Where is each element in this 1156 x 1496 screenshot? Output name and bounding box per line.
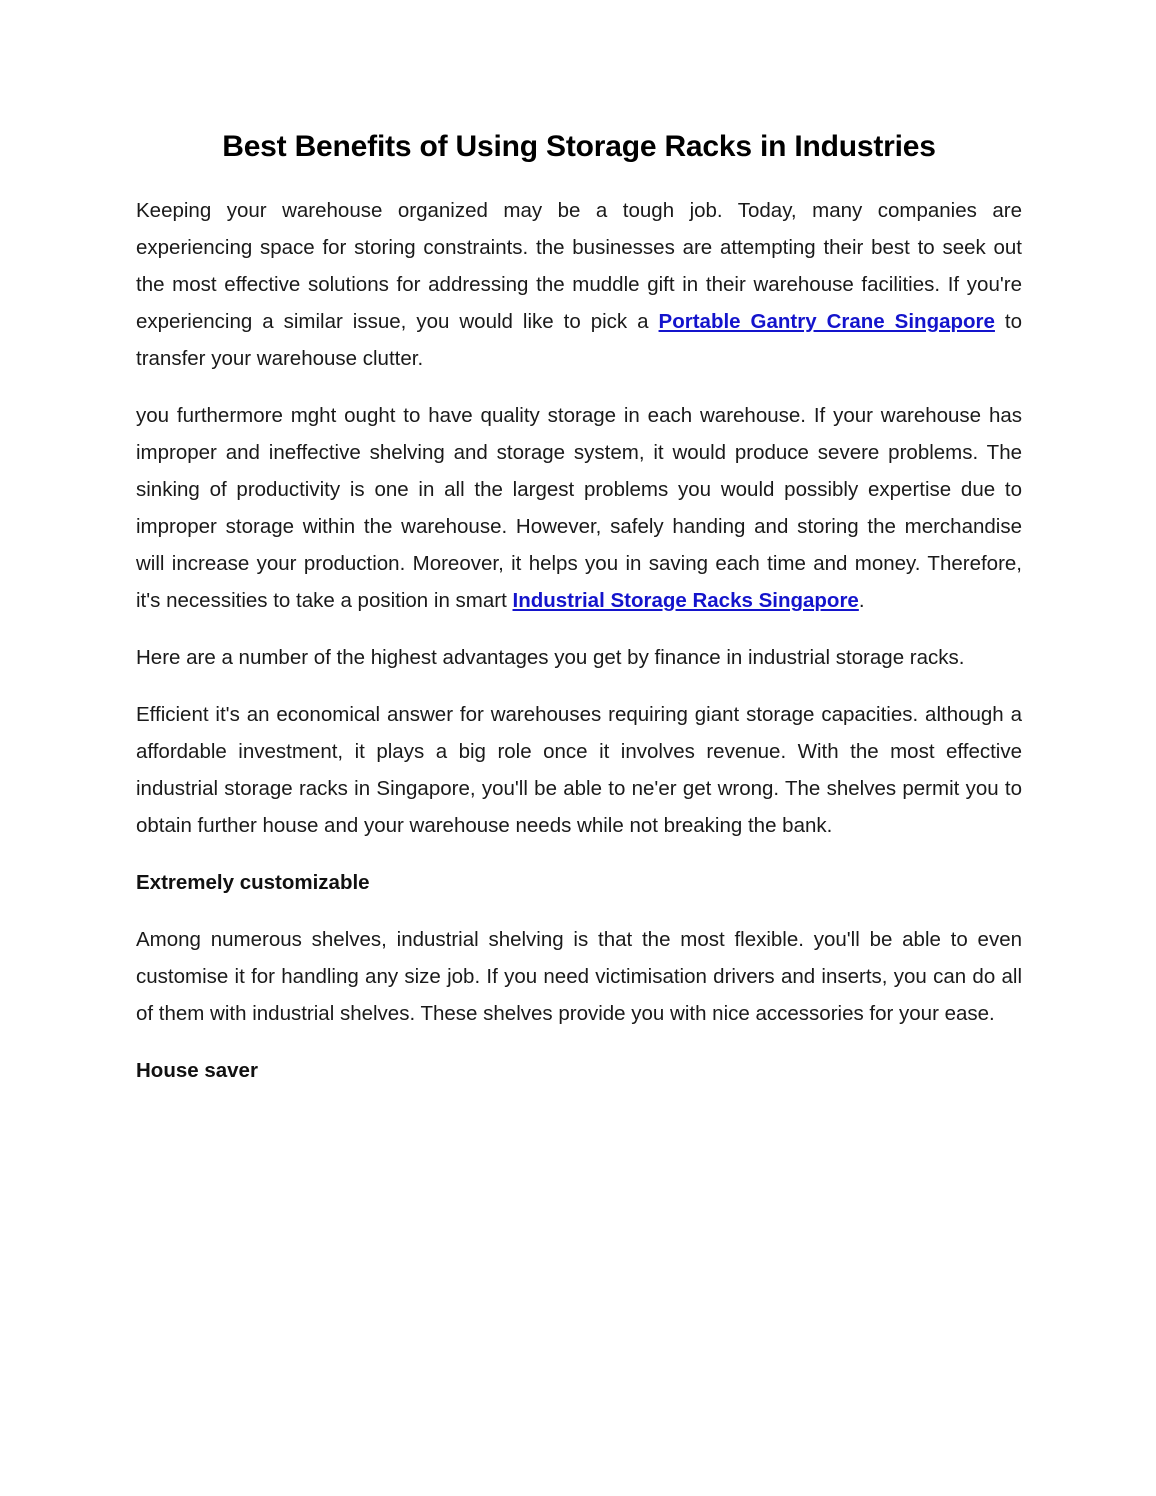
paragraph-quality-storage-text-before-link: you furthermore mght ought to have quality storage in each warehouse. If your warehouse has improper and ineffective shelving and storage system, it would produce severe problems. The sinking of productivity is one in all the largest problems you would possibly expertise due to improper storage within the warehouse. However, safely handing and storing the merchandise will increase your production. Moreover, it helps you in saving each time and money. Therefore, it's necessities to take a position in smart — [136, 404, 1022, 612]
paragraph-efficient: Efficient it's an economical answer for warehouses requiring giant storage capacities. although a affordable investment, it plays a big role once it involves revenue. With the most effective industrial storage racks in Singapore, you'll be able to ne'er get wrong. The shelves permit you to obtain further house and your warehouse needs while not breaking the bank. — [136, 703, 1022, 837]
paragraph-intro-text-after-link: to transfer your warehouse clutter. — [136, 310, 1023, 370]
paragraph-intro-text-before-link: Keeping your warehouse organized may be a tough job. Today, many companies are experiencing space for storing constraints. the businesses are attempting their best to seek out the most effective solutions for addressing the muddle gift in their warehouse facilities. If you're experiencing a similar issue, you would like to pick a — [136, 199, 1022, 333]
heading-house-saver: House saver — [136, 1059, 258, 1082]
paragraph-advantages-lead: Here are a number of the highest advantages you get by finance in industrial storage racks. — [136, 646, 965, 669]
paragraph-quality-storage — [136, 397, 1022, 619]
page-title: Best Benefits of Using Storage Racks in Industries — [222, 130, 936, 163]
heading-extremely-customizable: Extremely customizable — [136, 871, 370, 894]
document-content — [136, 128, 1022, 1109]
paragraph-intro — [136, 192, 1022, 377]
link-industrial-storage-racks-singapore[interactable]: Industrial Storage Racks Singapore — [512, 589, 859, 612]
link-portable-gantry-crane-singapore[interactable]: Portable Gantry Crane Singapore — [658, 310, 995, 333]
paragraph-customizable-body: Among numerous shelves, industrial shelving is that the most flexible. you'll be able to even customise it for handling any size job. If you need victimisation drivers and inserts, you can do all of them with industrial shelves. These shelves provide you with nice accessories for your ease. — [136, 928, 1022, 1025]
paragraph-quality-storage-text-after-link: . — [858, 589, 865, 612]
